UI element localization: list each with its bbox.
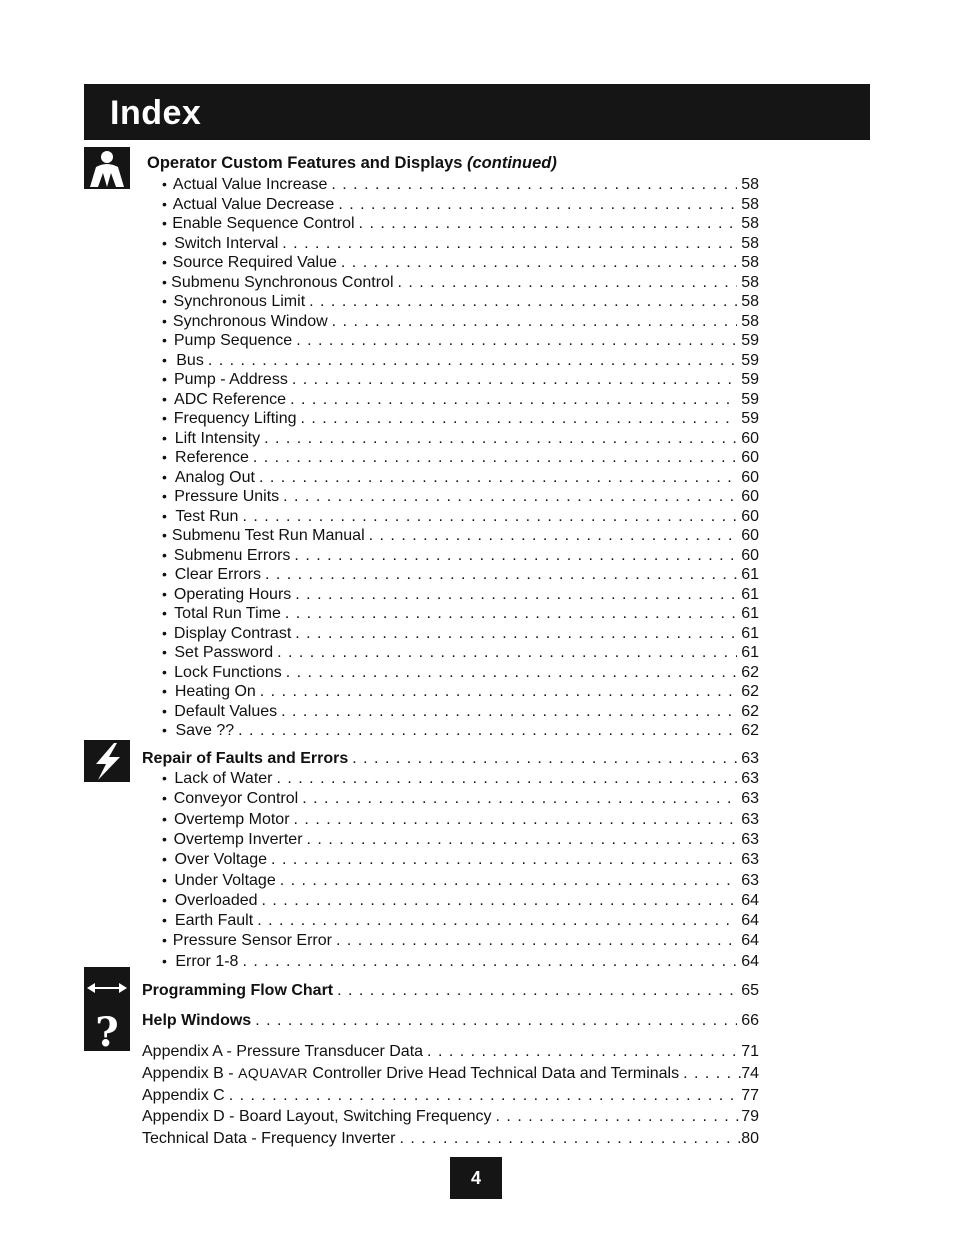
- bullet-icon: •: [162, 488, 167, 504]
- toc-entry-label: Actual Value Increase: [172, 176, 328, 193]
- bullet-icon: •: [162, 430, 167, 446]
- toc-entry-page: 59: [741, 352, 759, 369]
- toc-entry-page: 59: [741, 391, 759, 408]
- toc-entry-page: 61: [741, 566, 759, 583]
- toc-heading-flow-chart[interactable]: [142, 982, 759, 1002]
- dot-leader: [280, 872, 737, 890]
- dot-leader: [277, 644, 737, 662]
- toc-entry-label: Bus: [176, 352, 204, 369]
- bullet-icon: •: [162, 547, 167, 563]
- question-mark-icon: [84, 1009, 130, 1051]
- bullet-icon: •: [162, 703, 167, 719]
- toc-entry-operator[interactable]: [142, 391, 759, 411]
- toc-entry-label: Clear Errors: [174, 566, 261, 583]
- toc-entry-repair[interactable]: [142, 912, 759, 932]
- bullet-icon: •: [162, 469, 167, 485]
- page-title: Index: [110, 94, 202, 132]
- toc-entry-operator[interactable]: [142, 449, 759, 469]
- toc-entry-page: 60: [741, 527, 759, 544]
- dot-leader: [307, 831, 737, 849]
- toc-entry-operator[interactable]: [142, 508, 759, 528]
- toc-entry-page: 62: [741, 722, 759, 739]
- dot-leader: [294, 811, 737, 829]
- toc-entry-page: 64: [741, 892, 759, 909]
- svg-text:?: ?: [95, 1009, 119, 1051]
- toc-entry-appendix[interactable]: [142, 1065, 759, 1085]
- toc-heading-help-windows[interactable]: [142, 1012, 759, 1032]
- dot-leader: [369, 527, 737, 545]
- brand-name: AQUAVAR: [238, 1065, 308, 1081]
- dot-leader: [302, 790, 737, 808]
- toc-entry-page: 58: [741, 313, 759, 330]
- toc-entry-label: Source Required Value: [172, 254, 337, 271]
- toc-entry-page: 71: [741, 1043, 759, 1060]
- bullet-icon: •: [162, 683, 167, 699]
- toc-entry-label: Error 1-8: [175, 953, 239, 970]
- dot-leader: [260, 683, 737, 701]
- toc-entry-page: 63: [741, 851, 759, 868]
- appendix-label-prefix: Appendix B -: [142, 1065, 239, 1082]
- dot-leader: [265, 566, 737, 584]
- toc-entry-label: Set Password: [174, 644, 274, 661]
- toc-entry-operator[interactable]: [142, 196, 759, 216]
- bullet-icon: •: [162, 892, 167, 908]
- toc-entry-page: 58: [741, 235, 759, 252]
- toc-entry-operator[interactable]: [142, 274, 759, 294]
- toc-heading-repair[interactable]: [142, 750, 759, 770]
- dot-leader: [427, 1043, 737, 1061]
- bullet-icon: •: [162, 215, 167, 231]
- toc-entry-page: 79: [741, 1108, 759, 1125]
- toc-entry-label: Heating On: [174, 683, 256, 700]
- bullet-icon: •: [162, 449, 167, 465]
- page-number: 4: [450, 1157, 502, 1199]
- toc-entry-label: Overtemp Motor: [173, 811, 290, 828]
- bullet-icon: •: [162, 352, 167, 368]
- toc-entry-label: Over Voltage: [174, 851, 268, 868]
- toc-entry-label: Conveyor Control: [173, 790, 299, 807]
- bullet-icon: •: [162, 722, 167, 738]
- dot-leader: [277, 770, 738, 788]
- toc-entry-operator[interactable]: [142, 586, 759, 606]
- dot-leader: [338, 196, 737, 214]
- toc-entry-page: 61: [741, 586, 759, 603]
- bullet-icon: •: [162, 586, 167, 602]
- bullet-icon: •: [162, 644, 167, 660]
- toc-entry-operator[interactable]: [142, 215, 759, 235]
- toc-entry-page: 80: [741, 1130, 759, 1147]
- toc-entry-repair[interactable]: [142, 872, 759, 892]
- toc-entry-page: 59: [741, 371, 759, 388]
- toc-entry-label: Appendix A - Pressure Transducer Data: [142, 1043, 424, 1060]
- toc-entry-page: 63: [741, 811, 759, 828]
- dot-leader: [264, 430, 737, 448]
- bullet-icon: •: [162, 527, 167, 543]
- toc-entry-label: Default Values: [174, 703, 278, 720]
- toc-entry-operator[interactable]: [142, 469, 759, 489]
- toc-entry-page: 63: [741, 770, 759, 787]
- toc-entry-page: 66: [741, 1012, 759, 1029]
- bullet-icon: •: [162, 912, 167, 928]
- toc-entry-page: 62: [741, 664, 759, 681]
- bullet-icon: •: [162, 410, 167, 426]
- bullet-icon: •: [162, 932, 167, 948]
- toc-entry-operator[interactable]: [142, 430, 759, 450]
- toc-entry-label: Enable Sequence Control: [172, 215, 355, 232]
- toc-entry-operator[interactable]: [142, 254, 759, 274]
- section-heading-operator-features: [147, 154, 557, 173]
- toc-entry-label: Total Run Time: [174, 605, 281, 622]
- dot-leader: [208, 352, 737, 370]
- toc-entry-repair[interactable]: [142, 851, 759, 871]
- bullet-icon: •: [162, 254, 167, 270]
- toc-entry-label: Technical Data - Frequency Inverter: [142, 1130, 396, 1147]
- dot-leader: [294, 547, 737, 565]
- toc-entry-page: 64: [741, 932, 759, 949]
- toc-entry-operator[interactable]: [142, 703, 759, 723]
- toc-entry-label: Save ??: [175, 722, 235, 739]
- toc-entry-repair[interactable]: [142, 953, 759, 973]
- dot-leader: [398, 274, 738, 292]
- dot-leader: [281, 703, 737, 721]
- toc-entry-page: 59: [741, 332, 759, 349]
- toc-entry-page: 60: [741, 508, 759, 525]
- bullet-icon: •: [162, 196, 167, 212]
- toc-entry-page: 58: [741, 293, 759, 310]
- bullet-icon: •: [162, 508, 167, 524]
- toc-entry-page: 64: [741, 953, 759, 970]
- dot-leader: [290, 391, 737, 409]
- bullet-icon: •: [162, 332, 167, 348]
- toc-entry-repair[interactable]: [142, 892, 759, 912]
- dot-leader: [359, 215, 737, 233]
- toc-entry-page: 62: [741, 703, 759, 720]
- toc-entry-repair[interactable]: [142, 831, 759, 851]
- toc-entry-operator[interactable]: [142, 332, 759, 352]
- toc-entry-operator[interactable]: [142, 566, 759, 586]
- bullet-icon: •: [162, 391, 167, 407]
- toc-entry-label: Help Windows: [142, 1012, 252, 1029]
- toc-entry-label: Lack of Water: [174, 770, 273, 787]
- dot-leader: [271, 851, 737, 869]
- toc-entry-page: 63: [741, 790, 759, 807]
- toc-entry-operator[interactable]: [142, 235, 759, 255]
- bullet-icon: •: [162, 811, 167, 827]
- toc-entry-label: Display Contrast: [173, 625, 292, 642]
- toc-entry-page: 61: [741, 605, 759, 622]
- bullet-icon: •: [162, 274, 167, 290]
- toc-entry-label: Submenu Test Run Manual: [171, 527, 365, 544]
- toc-entry-label: [142, 1065, 679, 1083]
- toc-entry-appendix[interactable]: [142, 1043, 759, 1063]
- toc-entry-page: 63: [741, 831, 759, 848]
- bullet-icon: •: [162, 313, 167, 329]
- dot-leader: [255, 1012, 737, 1030]
- dot-leader: [309, 293, 737, 311]
- toc-entry-label: Analog Out: [174, 469, 255, 486]
- bullet-icon: •: [162, 664, 167, 680]
- toc-entry-label: Submenu Errors: [173, 547, 291, 564]
- appendix-label-suffix: Controller Drive Head Technical Data and Terminals: [307, 1065, 680, 1082]
- toc-entry-page: 74: [741, 1065, 759, 1082]
- bullet-icon: •: [162, 625, 167, 641]
- dot-leader: [341, 254, 737, 272]
- toc-entry-repair[interactable]: [142, 932, 759, 952]
- dot-leader: [286, 664, 737, 682]
- toc-entry-operator[interactable]: [142, 313, 759, 333]
- dot-leader: [300, 410, 737, 428]
- dot-leader: [253, 449, 737, 467]
- toc-entry-page: 60: [741, 430, 759, 447]
- toc-entry-label: Pump Sequence: [173, 332, 293, 349]
- toc-entry-page: 58: [741, 254, 759, 271]
- bullet-icon: •: [162, 235, 167, 251]
- dot-leader: [285, 605, 737, 623]
- toc-entry-page: 58: [741, 196, 759, 213]
- toc-entry-label: Frequency Lifting: [173, 410, 297, 427]
- toc-entry-page: 60: [741, 488, 759, 505]
- toc-entry-operator[interactable]: [142, 722, 759, 742]
- dot-leader: [238, 722, 737, 740]
- toc-entry-page: 77: [741, 1087, 759, 1104]
- lightning-bolt-icon: [84, 740, 130, 782]
- toc-entry-page: 65: [741, 982, 759, 999]
- dot-leader: [331, 176, 737, 194]
- toc-entry-label: Reference: [175, 449, 249, 466]
- toc-entry-operator[interactable]: [142, 410, 759, 430]
- dot-leader: [242, 508, 737, 526]
- toc-entry-label: Synchronous Window: [172, 313, 328, 330]
- toc-entry-page: 63: [741, 872, 759, 889]
- dot-leader: [399, 1130, 741, 1148]
- toc-entry-operator[interactable]: [142, 683, 759, 703]
- toc-entry-label: Appendix C: [142, 1087, 225, 1104]
- toc-entry-label: Earth Fault: [174, 912, 254, 929]
- dot-leader: [295, 586, 737, 604]
- toc-entry-label: Lock Functions: [174, 664, 282, 681]
- dot-leader: [336, 932, 737, 950]
- toc-entry-label: ADC Reference: [174, 391, 287, 408]
- bullet-icon: •: [162, 790, 167, 806]
- toc-entry-label: Synchronous Limit: [173, 293, 306, 310]
- dot-leader: [292, 371, 737, 389]
- toc-entry-page: 60: [741, 469, 759, 486]
- toc-entry-page: 59: [741, 410, 759, 427]
- toc-entry-page: 63: [741, 750, 759, 767]
- toc-entry-label: Overtemp Inverter: [173, 831, 303, 848]
- toc-entry-operator[interactable]: [142, 371, 759, 391]
- toc-entry-label: Pressure Sensor Error: [172, 932, 332, 949]
- toc-entry-operator[interactable]: [142, 644, 759, 664]
- toc-entry-label: Actual Value Decrease: [172, 196, 335, 213]
- toc-entry-label: Appendix D - Board Layout, Switching Frequency: [142, 1108, 492, 1125]
- title-bar: [84, 84, 870, 140]
- dot-leader: [296, 332, 737, 350]
- toc-entry-operator[interactable]: [142, 605, 759, 625]
- toc-entry-operator[interactable]: [142, 625, 759, 645]
- toc-entry-repair[interactable]: [142, 790, 759, 810]
- toc-entry-page: 58: [741, 176, 759, 193]
- toc-entry-label: Pressure Units: [174, 488, 280, 505]
- toc-entry-page: 61: [741, 625, 759, 642]
- dot-leader: [332, 313, 737, 331]
- bullet-icon: •: [162, 770, 167, 786]
- toc-entry-appendix[interactable]: [142, 1108, 759, 1128]
- toc-entry-appendix[interactable]: [142, 1130, 759, 1150]
- dot-leader: [259, 469, 737, 487]
- toc-entry-label: Under Voltage: [174, 872, 276, 889]
- bullet-icon: •: [162, 566, 167, 582]
- toc-entry-operator[interactable]: [142, 664, 759, 684]
- toc-entry-operator[interactable]: [142, 176, 759, 196]
- dot-leader: [229, 1087, 741, 1105]
- toc-entry-operator[interactable]: [142, 488, 759, 508]
- toc-entry-page: 58: [741, 215, 759, 232]
- bullet-icon: •: [162, 371, 167, 387]
- toc-entry-label: Switch Interval: [174, 235, 279, 252]
- toc-entry-operator[interactable]: [142, 547, 759, 567]
- toc-entry-page: 62: [741, 683, 759, 700]
- dot-leader: [337, 982, 737, 1000]
- bullet-icon: •: [162, 831, 167, 847]
- toc-entry-operator[interactable]: [142, 352, 759, 372]
- bullet-icon: •: [162, 293, 167, 309]
- dot-leader: [262, 892, 737, 910]
- bullet-icon: •: [162, 872, 167, 888]
- section-heading-suffix: (continued): [467, 154, 557, 172]
- toc-entry-label: Programming Flow Chart: [142, 982, 334, 999]
- toc-entry-appendix[interactable]: [142, 1087, 759, 1107]
- section-heading-text: Operator Custom Features and Displays: [147, 154, 463, 172]
- toc-entry-page: 60: [741, 547, 759, 564]
- dot-leader: [242, 953, 737, 971]
- toc-entry-label: Submenu Synchronous Control: [171, 274, 394, 291]
- toc-entry-label: Pump - Address: [173, 371, 288, 388]
- toc-entry-repair[interactable]: [142, 770, 759, 790]
- toc-entry-label: Repair of Faults and Errors: [142, 750, 349, 767]
- double-arrow-icon: [84, 967, 130, 1009]
- operator-person-icon: [84, 147, 130, 189]
- toc-entry-page: 60: [741, 449, 759, 466]
- dot-leader: [683, 1065, 741, 1083]
- toc-entry-operator[interactable]: [142, 527, 759, 547]
- dot-leader: [257, 912, 737, 930]
- dot-leader: [283, 488, 737, 506]
- dot-leader: [496, 1108, 741, 1126]
- toc-entry-label: Operating Hours: [173, 586, 292, 603]
- toc-entry-operator[interactable]: [142, 293, 759, 313]
- bullet-icon: •: [162, 176, 167, 192]
- toc-entry-label: Lift Intensity: [174, 430, 261, 447]
- bullet-icon: •: [162, 953, 167, 969]
- toc-entry-page: 61: [741, 644, 759, 661]
- dot-leader: [282, 235, 737, 253]
- toc-entry-page: 58: [741, 274, 759, 291]
- toc-entry-page: 64: [741, 912, 759, 929]
- toc-entry-repair[interactable]: [142, 811, 759, 831]
- toc-entry-label: Test Run: [175, 508, 239, 525]
- bullet-icon: •: [162, 605, 167, 621]
- dot-leader: [352, 750, 737, 768]
- dot-leader: [295, 625, 737, 643]
- toc-entry-label: Overloaded: [174, 892, 258, 909]
- bullet-icon: •: [162, 851, 167, 867]
